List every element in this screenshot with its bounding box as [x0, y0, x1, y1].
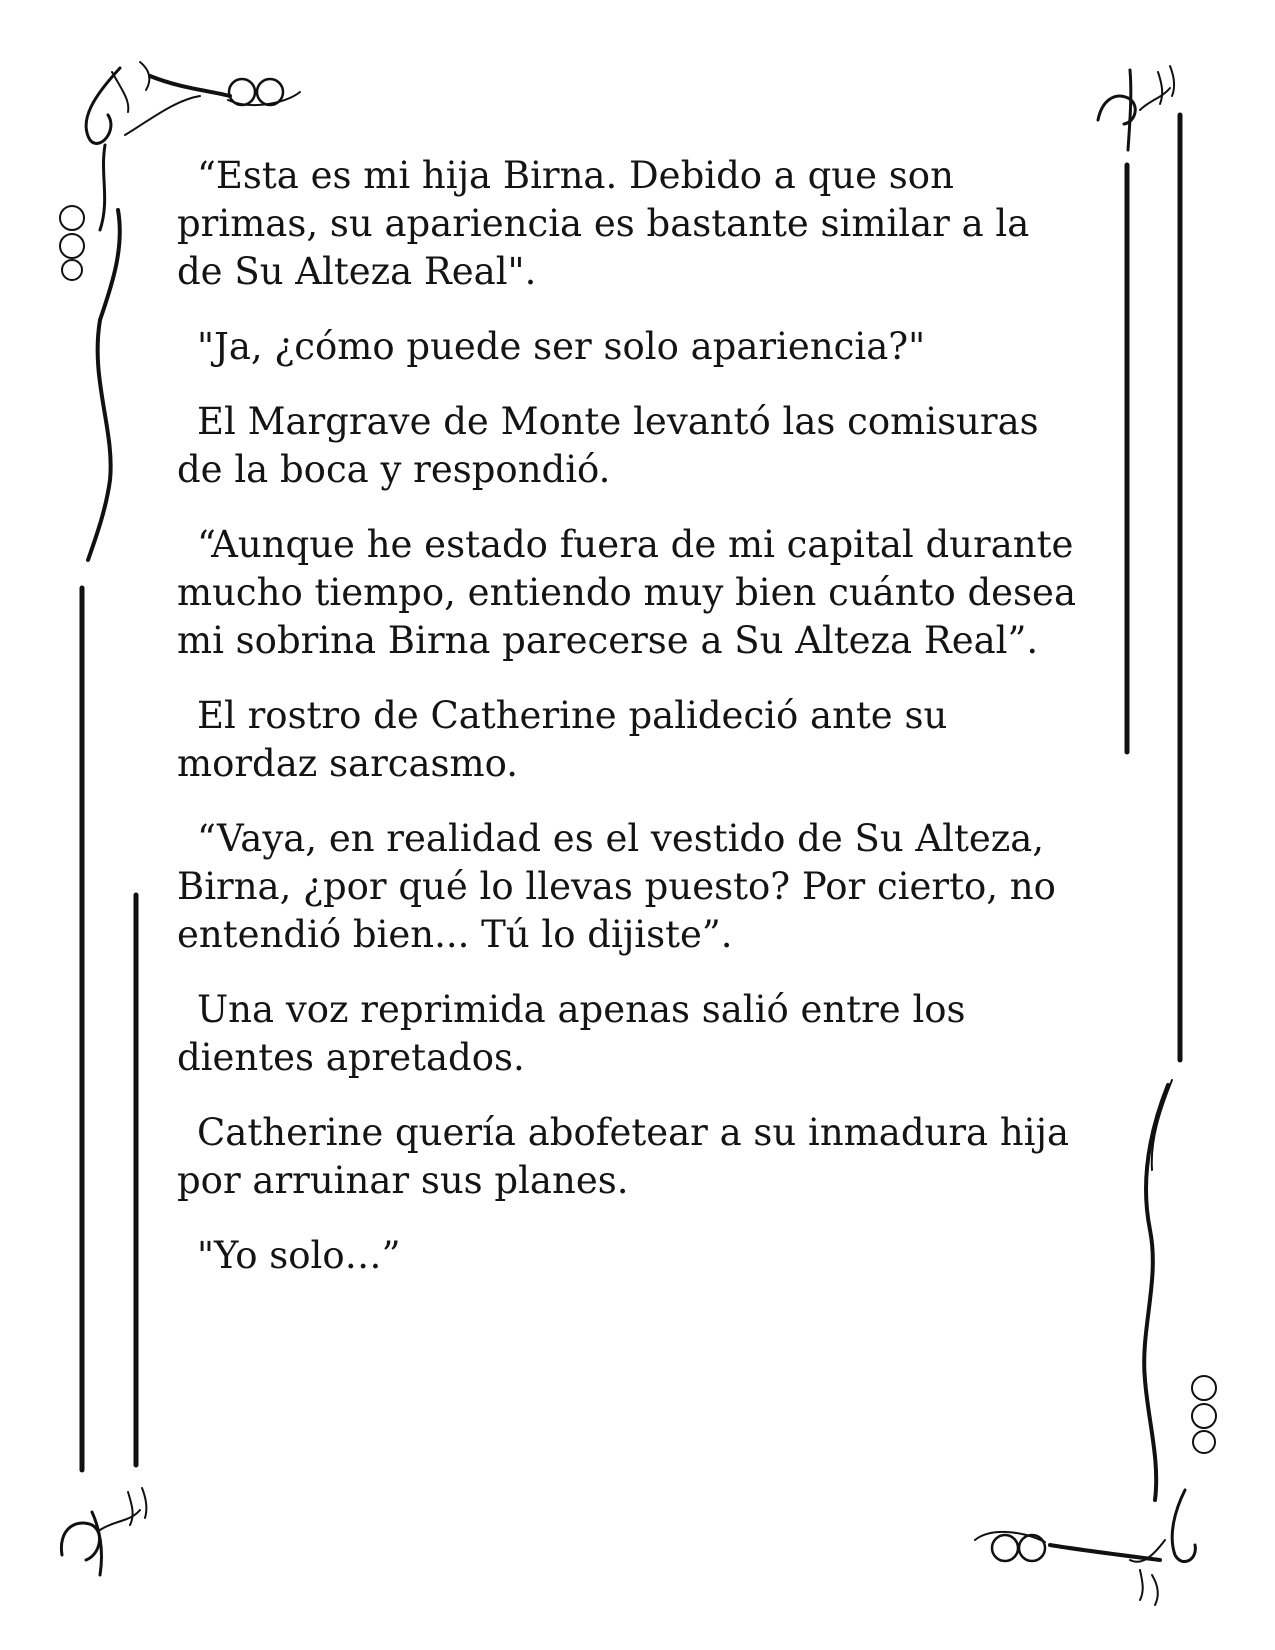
- paragraph: “Esta es mi hija Birna. Debido a que son primas, su apariencia es bastante similar a la de Su Alteza Real".: [177, 154, 1030, 293]
- paragraph: Una voz reprimida apenas salió entre los dientes apretados.: [177, 988, 966, 1079]
- story-text: [177, 152, 1117, 1307]
- paragraph: "Yo solo…”: [197, 1234, 401, 1277]
- paragraph: Catherine quería abofetear a su inmadura hija por arruinar sus planes.: [177, 1111, 1070, 1202]
- paragraph: El rostro de Catherine palideció ante su mordaz sarcasmo.: [177, 694, 948, 785]
- flourish-top-right-icon: [1098, 66, 1174, 150]
- flourish-bottom-left-icon: [61, 1488, 146, 1575]
- paragraph: “Aunque he estado fuera de mi capital durante mucho tiempo, entiendo muy bien cuánto desea mi sobrina Birna parecerse a Su Alteza Real”.: [177, 523, 1077, 662]
- paragraph: “Vaya, en realidad es el vestido de Su Alteza, Birna, ¿por qué lo llevas puesto? Por cierto, no entendió bien... Tú lo dijiste”.: [177, 817, 1056, 956]
- paragraph: "Ja, ¿cómo puede ser solo apariencia?": [197, 325, 926, 368]
- paragraph: El Margrave de Monte levantó las comisuras de la boca y respondió.: [177, 400, 1039, 491]
